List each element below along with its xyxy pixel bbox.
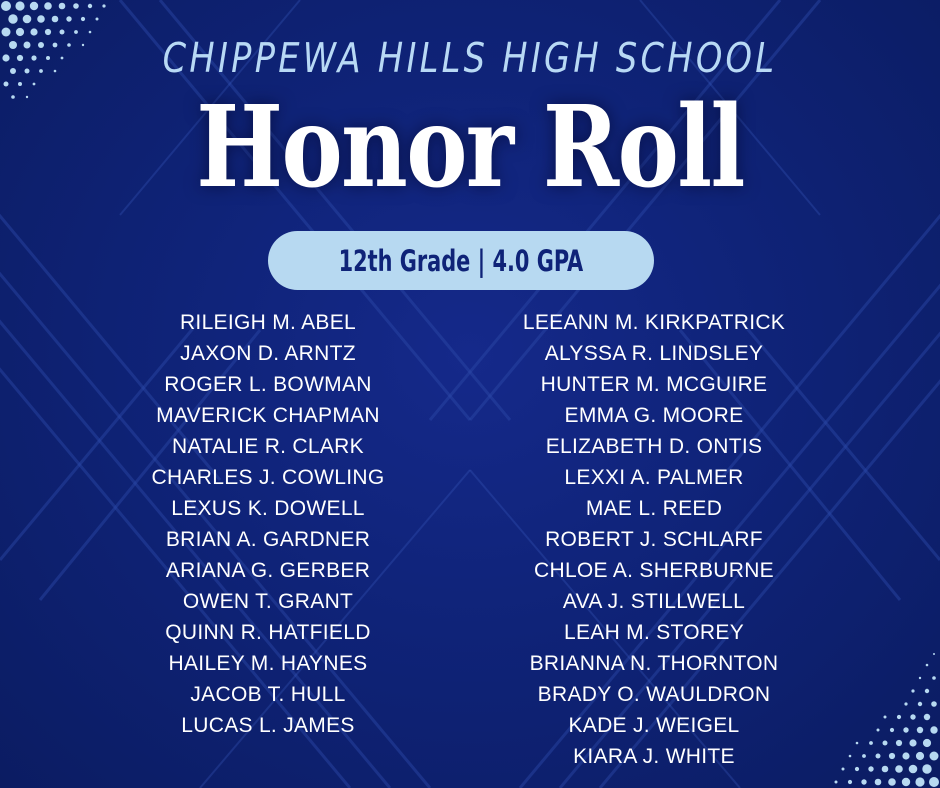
student-name: KIARA J. WHITE <box>573 745 735 768</box>
student-name: EMMA G. MOORE <box>564 404 744 427</box>
names-list-left <box>78 307 458 741</box>
school-name: CHIPPEWA HILLS HIGH SCHOOL <box>162 34 778 82</box>
student-name: NATALIE R. CLARK <box>172 435 364 458</box>
student-name: ROBERT J. SCHLARF <box>545 528 763 551</box>
student-name: CHLOE A. SHERBURNE <box>534 559 774 582</box>
grade-gpa-badge <box>268 231 654 290</box>
student-name: LEXUS K. DOWELL <box>171 497 365 520</box>
student-name: LEXXI A. PALMER <box>564 466 744 489</box>
student-name: ARIANA G. GERBER <box>165 559 371 582</box>
student-name: LEAH M. STOREY <box>563 621 745 644</box>
student-name: KADE J. WEIGEL <box>568 714 740 737</box>
student-name: HUNTER M. MCGUIRE <box>540 373 768 396</box>
student-name: BRIAN A. GARDNER <box>165 528 371 551</box>
student-name: JACOB T. HULL <box>190 683 346 706</box>
student-name: LUCAS L. JAMES <box>181 714 355 737</box>
student-name: HAILEY M. HAYNES <box>168 652 368 675</box>
student-name: LEEANN M. KIRKPATRICK <box>522 311 786 334</box>
student-name: AVA J. STILLWELL <box>562 590 746 613</box>
names-list-right <box>464 307 844 772</box>
student-name: CHARLES J. COWLING <box>151 466 385 489</box>
grade-gpa-label: 12th Grade | 4.0 GPA <box>338 243 584 278</box>
student-name: BRADY O. WAULDRON <box>537 683 771 706</box>
halftone-dots-bottom-right <box>830 650 940 788</box>
student-name: ROGER L. BOWMAN <box>164 373 372 396</box>
student-name: RILEIGH M. ABEL <box>179 311 357 334</box>
student-name: MAVERICK CHAPMAN <box>156 404 380 427</box>
page-title: Honor Roll <box>196 82 744 213</box>
student-name: ELIZABETH D. ONTIS <box>545 435 763 458</box>
student-name: OWEN T. GRANT <box>182 590 354 613</box>
student-name: ALYSSA R. LINDSLEY <box>544 342 764 365</box>
student-name: JAXON D. ARNTZ <box>180 342 356 365</box>
student-name: MAE L. REED <box>585 497 723 520</box>
student-name: BRIANNA N. THORNTON <box>529 652 779 675</box>
student-name: QUINN R. HATFIELD <box>165 621 371 644</box>
